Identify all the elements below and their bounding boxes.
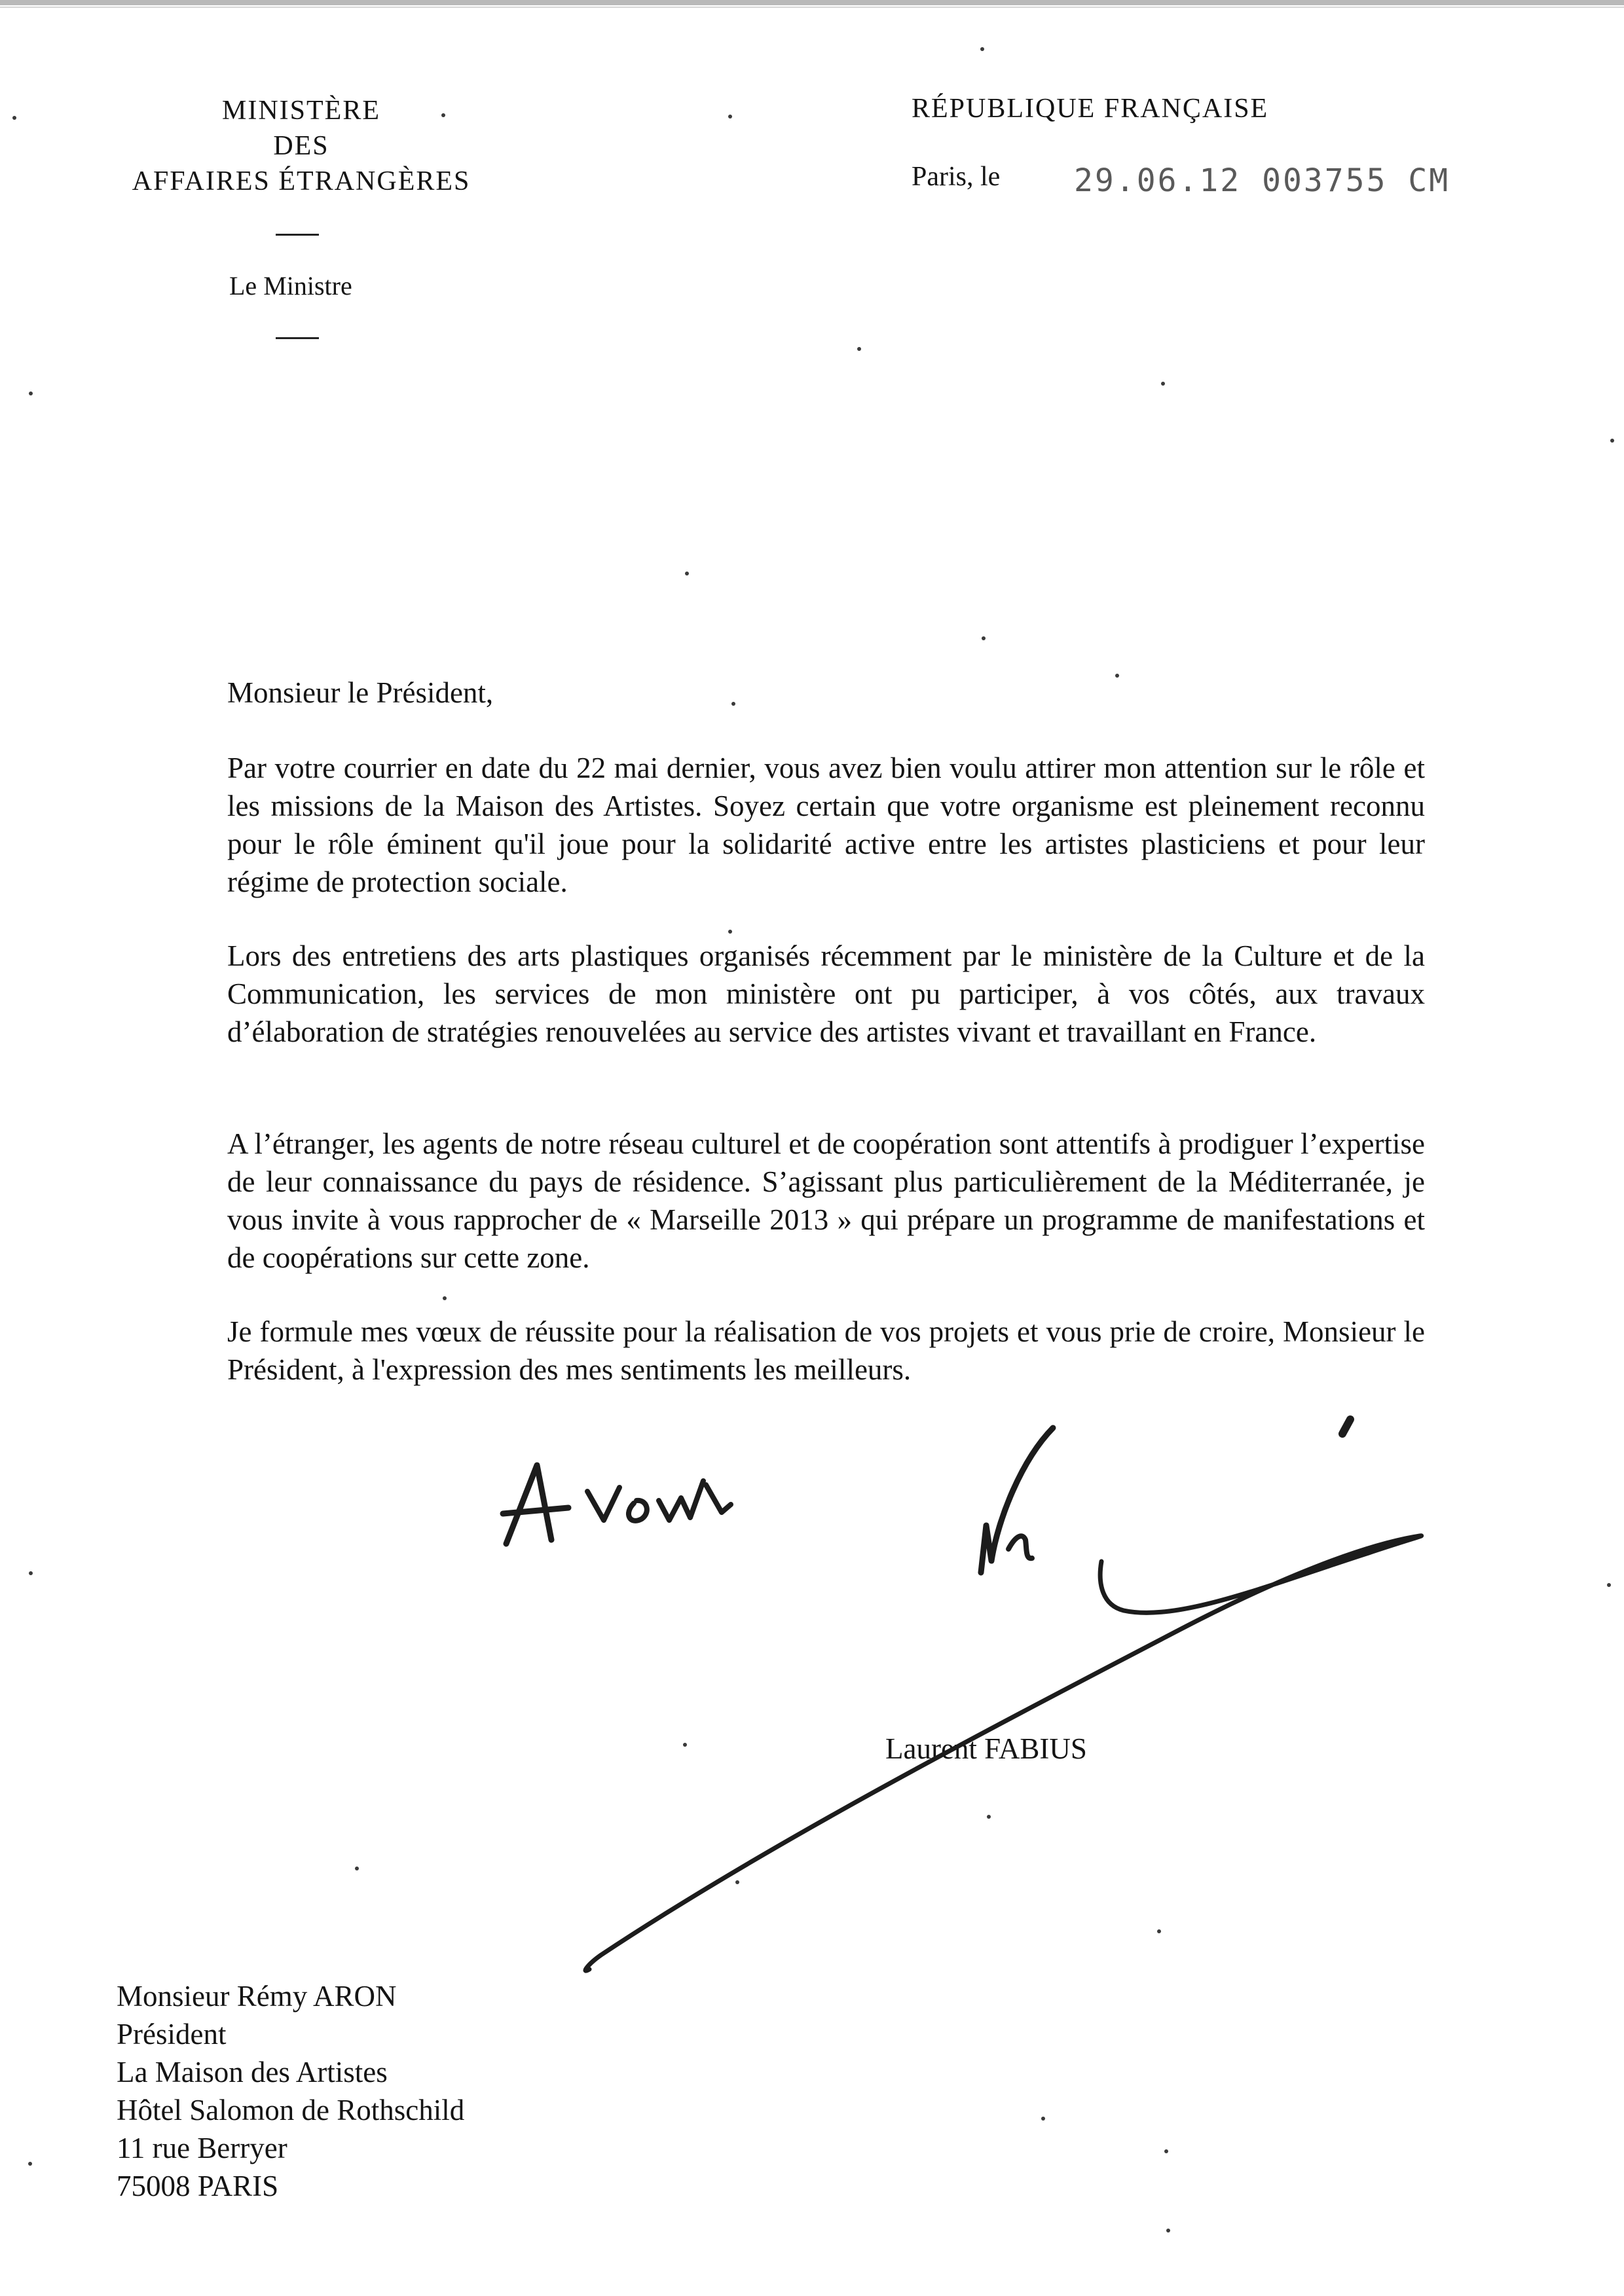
- date-prefix: Paris, le: [912, 162, 1001, 192]
- recipient-name: Monsieur Rémy ARON: [117, 1980, 397, 2013]
- recipient-title: Président: [117, 2018, 227, 2050]
- date-stamp: 29.06.12 003755 CM: [1074, 162, 1450, 199]
- ministry-line-3: AFFAIRES ÉTRANGÈRES: [132, 166, 471, 196]
- paragraph-3: A l’étranger, les agents de notre réseau culturel et de coopération sont attentifs à prodiguer l’expertise de leur connaissance du pays de résidence. S’agissant plus particulièrement de la Méditerranée, je vous invite à vous rapprocher de « Marseille 2013 » qui prépare un programme de manifestations et de coopérations sur cette zone.: [227, 1127, 1425, 1274]
- paragraph-1: Par votre courrier en date du 22 mai dernier, vous avez bien voulu attirer mon attention sur le rôle et les missions de la Maison des Artistes. Soyez certain que votre organisme est pleinement reconnu pour le rôle éminent qu'il joue pour la solidarité active entre les artistes plasticiens et pour leur régime de protection sociale.: [227, 752, 1425, 898]
- signature: [585, 1419, 1422, 1971]
- dateline: [912, 161, 1450, 199]
- minister-role: Le Ministre: [229, 271, 352, 301]
- recipient-street: 11 rue Berryer: [117, 2132, 287, 2164]
- scan-top-edge: [0, 0, 1624, 5]
- ministry-line-1: MINISTÈRE: [222, 96, 380, 126]
- handwritten-note-a-vous: [503, 1465, 731, 1544]
- salutation: Monsieur le Président,: [227, 676, 494, 709]
- paragraph-2: Lors des entretiens des arts plastiques organisés récemment par le ministère de la Culture et de la Communication, les services de mon ministère ont pu participer, à vos côtés, aux travaux d’élaboration de stratégies renouvelées au service des artistes vivant et travaillant en France.: [227, 939, 1425, 1048]
- letterhead-divider-2: [276, 337, 319, 339]
- ministry-line-2: DES: [273, 131, 329, 161]
- recipient-address: [117, 1977, 464, 2205]
- signer-name: Laurent FABIUS: [885, 1732, 1087, 1765]
- paragraph-4: Je formule mes vœux de réussite pour la réalisation de vos projets et vous prie de croire, Monsieur le Président, à l'expression des mes sentiments les meilleurs.: [227, 1315, 1425, 1386]
- ministry-letterhead: [72, 93, 530, 199]
- recipient-organisation: La Maison des Artistes: [117, 2056, 388, 2088]
- recipient-city: 75008 PARIS: [117, 2170, 279, 2202]
- scan-top-edge-line: [0, 7, 1624, 8]
- recipient-building: Hôtel Salomon de Rothschild: [117, 2094, 465, 2126]
- republic-heading: RÉPUBLIQUE FRANÇAISE: [912, 94, 1269, 124]
- letterhead-divider-1: [276, 234, 319, 236]
